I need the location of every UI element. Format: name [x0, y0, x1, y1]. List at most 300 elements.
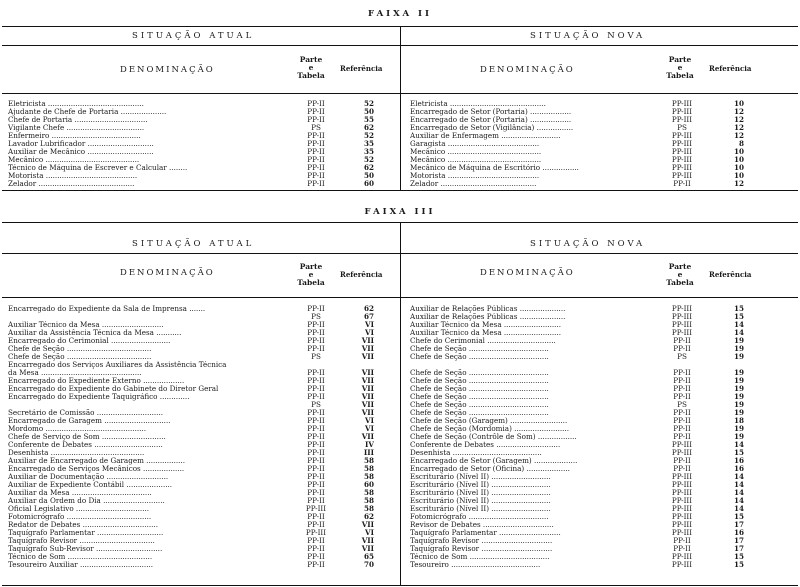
right-parte-tabela-cell: PP-II — [673, 417, 691, 425]
left-denominacao-cell: Redator de Debates ................................. — [8, 521, 159, 529]
right-denominacao-cell: Mecânico de Máquina de Escritório ................ — [410, 164, 579, 172]
right-denominacao-cell: Auxiliar Técnico da Mesa ......................... — [410, 329, 562, 337]
right-referencia-cell: 10 — [733, 148, 744, 156]
table-row — [2, 409, 798, 417]
left-referencia-cell: IV — [365, 441, 374, 449]
right-denominacao-cell: Fotomicrógrafo ................................... — [410, 513, 549, 521]
right-parte-tabela-cell: PP-III — [671, 305, 693, 313]
right-parte-tabela-cell: PP-III — [671, 521, 693, 529]
parte-label: Parte — [299, 262, 323, 271]
right-referencia-cell: 10 — [733, 100, 744, 108]
left-parte-tabela-cell: PP-II — [307, 100, 325, 108]
right-parte-tabela-cell: PP-III — [671, 473, 693, 481]
left-referencia-cell: 62 — [363, 164, 374, 172]
table-row — [2, 401, 798, 409]
left-parte-tabela-cell: PP-II — [307, 409, 325, 417]
left-parte-tabela-cell: PP-II — [307, 180, 325, 188]
faixa-2-title: FAIXA II — [368, 9, 432, 19]
tabela-label: Tabela — [297, 278, 325, 287]
left-referencia-cell: 58 — [363, 465, 374, 473]
left-referencia-cell: 70 — [363, 561, 374, 569]
table-row — [2, 513, 798, 521]
right-denominacao-cell: Técnico de Som ................................... — [410, 553, 550, 561]
left-referencia-cell: VI — [365, 417, 374, 425]
right-parte-tabela-cell: PP-III — [671, 481, 693, 489]
left-parte-tabela-cell: PP-II — [307, 164, 325, 172]
left-parte-tabela-cell: PS — [311, 313, 321, 321]
left-referencia-cell: 67 — [363, 313, 374, 321]
left-denominacao-cell: Encarregado de Garagem ............................. — [8, 417, 171, 425]
left-denominacao-cell: Taquígrafo Revisor ................................. — [8, 537, 155, 545]
column-header-row — [2, 253, 798, 298]
right-denominacao-cell: Chefe de Seção ................................... — [410, 409, 549, 417]
left-denominacao-cell: Taquígrafo Sub-Revisor ............................. — [8, 545, 163, 553]
right-denominacao-cell: Chefe de Seção ................................... — [410, 353, 549, 361]
right-referencia-cell: 19 — [733, 425, 744, 433]
left-parte-tabela-cell: PP-II — [307, 553, 325, 561]
table-row — [2, 481, 798, 489]
table-row — [2, 473, 798, 481]
table-row — [2, 545, 798, 553]
right-denominacao-cell: Auxiliar de Relações Públicas .................... — [410, 305, 566, 313]
table-row — [2, 180, 798, 188]
parte-tabela-header-left — [297, 56, 325, 80]
right-parte-tabela-cell: PP-II — [673, 425, 691, 433]
left-denominacao-cell: Tesoureiro Auxiliar ................................ — [8, 561, 154, 569]
table-row — [2, 337, 798, 345]
right-parte-tabela-cell: PS — [677, 124, 687, 132]
table-row — [2, 425, 798, 433]
right-referencia-cell: 15 — [733, 561, 744, 569]
referencia-header-right: Referência — [709, 64, 752, 73]
left-denominacao-cell: Ajudante de Chefe de Portaria .................... — [8, 108, 167, 116]
table-row — [2, 100, 798, 108]
right-parte-tabela-cell: PP-II — [673, 337, 691, 345]
right-referencia-cell: 15 — [733, 553, 744, 561]
right-parte-tabela-cell: PP-III — [671, 553, 693, 561]
right-referencia-cell: 19 — [733, 393, 744, 401]
left-parte-tabela-cell: PP-II — [307, 337, 325, 345]
right-denominacao-cell: Tesoureiro ....................................... — [410, 561, 541, 569]
table-row — [2, 148, 798, 156]
table-row — [2, 457, 798, 465]
faixa-3-title: FAIXA III — [364, 207, 436, 217]
table-row — [2, 345, 798, 353]
right-referencia-cell: 10 — [733, 172, 744, 180]
e-label: e — [677, 63, 683, 72]
right-parte-tabela-cell: PP-III — [671, 497, 693, 505]
right-referencia-cell: 16 — [733, 465, 744, 473]
right-denominacao-cell: Garagista ........................................ — [410, 140, 540, 148]
left-referencia-cell: 52 — [363, 156, 374, 164]
left-referencia-cell: VII — [361, 377, 374, 385]
left-referencia-cell: 35 — [363, 140, 374, 148]
parte-tabela-header-left — [297, 263, 325, 287]
right-parte-tabela-cell: PP-II — [673, 545, 691, 553]
table-row — [2, 124, 798, 132]
right-parte-tabela-cell: PP-II — [673, 180, 691, 188]
left-parte-tabela-cell: PP-II — [307, 425, 325, 433]
right-referencia-cell: 19 — [733, 377, 744, 385]
table-row — [2, 116, 798, 124]
right-denominacao-cell: Motorista ........................................ — [410, 172, 540, 180]
left-parte-tabela-cell: PP-II — [307, 369, 325, 377]
right-parte-tabela-cell: PP-III — [671, 513, 693, 521]
left-parte-tabela-cell: PP-II — [307, 521, 325, 529]
table-row — [2, 441, 798, 449]
left-denominacao-cell: Desenhista ......................................... — [8, 449, 145, 457]
right-referencia-cell: 19 — [733, 369, 744, 377]
left-denominacao-cell: Auxiliar Técnico da Mesa ........................... — [8, 321, 164, 329]
situacao-atual-header: SITUAÇÃO ATUAL — [132, 31, 255, 41]
left-denominacao-cell: Encarregado do Expediente do Gabinete do Diretor Geral — [8, 385, 219, 393]
parte-tabela-header-right — [666, 263, 694, 287]
left-referencia-cell: VII — [361, 545, 374, 553]
left-referencia-cell: 55 — [363, 116, 374, 124]
right-parte-tabela-cell: PP-III — [671, 313, 693, 321]
left-denominacao-cell: Zelador .......................................... — [8, 180, 135, 188]
right-referencia-cell: 12 — [733, 116, 744, 124]
left-denominacao-cell: Fotomicrógrafo ..................................... — [8, 513, 152, 521]
right-referencia-cell: 10 — [733, 156, 744, 164]
situacao-header-row — [2, 223, 798, 254]
left-parte-tabela-cell: PP-II — [307, 489, 325, 497]
table-row — [2, 465, 798, 473]
left-denominacao-cell: Auxiliar de Mecânico ............................. — [8, 148, 154, 156]
right-referencia-cell: 14 — [733, 497, 744, 505]
right-referencia-cell: 14 — [733, 505, 744, 513]
left-denominacao-cell: Encarregado dos Serviços Auxiliares da Assistência Técnica — [8, 361, 227, 369]
left-parte-tabela-cell: PP-II — [307, 433, 325, 441]
right-parte-tabela-cell: PP-III — [671, 108, 693, 116]
right-denominacao-cell: Chefe de Seção ................................... — [410, 345, 549, 353]
left-denominacao-cell: Auxiliar de Expediente Contábil .................... — [8, 481, 173, 489]
table-row — [2, 164, 798, 172]
left-parte-tabela-cell: PP-II — [307, 393, 325, 401]
table-row — [2, 156, 798, 164]
right-denominacao-cell: Mecânico ......................................... — [410, 148, 542, 156]
right-parte-tabela-cell: PP-II — [673, 345, 691, 353]
parte-label: Parte — [668, 262, 692, 271]
left-parte-tabela-cell: PP-II — [307, 473, 325, 481]
left-referencia-cell: VII — [361, 401, 374, 409]
denominacao-header-left: DENOMINAÇÃO — [120, 268, 215, 278]
right-referencia-cell: 15 — [733, 513, 744, 521]
left-parte-tabela-cell: PP-II — [307, 172, 325, 180]
left-denominacao-cell: Chefe de Portaria ................................ — [8, 116, 148, 124]
table-row — [2, 393, 798, 401]
left-denominacao-cell: Mordomo ............................................ — [8, 425, 147, 433]
left-referencia-cell: 65 — [363, 553, 374, 561]
left-denominacao-cell: da Mesa ............................................ — [8, 369, 142, 377]
faixa-3-rows — [2, 305, 798, 569]
left-referencia-cell: VI — [365, 329, 374, 337]
right-parte-tabela-cell: PP-III — [671, 132, 693, 140]
table-row — [2, 561, 798, 569]
left-denominacao-cell: Chefe de Seção ..................................... — [8, 345, 152, 353]
left-referencia-cell: VI — [365, 529, 374, 537]
right-parte-tabela-cell: PP-II — [673, 385, 691, 393]
table-row — [2, 329, 798, 337]
left-referencia-cell: 60 — [363, 180, 374, 188]
left-referencia-cell: VII — [361, 521, 374, 529]
left-referencia-cell: 50 — [363, 108, 374, 116]
left-parte-tabela-cell: PP-III — [305, 529, 327, 537]
tabela-label: Tabela — [666, 71, 694, 80]
left-referencia-cell: VII — [361, 385, 374, 393]
tabela-label: Tabela — [666, 278, 694, 287]
table-row — [2, 529, 798, 537]
left-denominacao-cell: Encarregado do Expediente da Sala de Imprensa ....... — [8, 305, 206, 313]
right-denominacao-cell: Zelador .......................................... — [410, 180, 537, 188]
right-parte-tabela-cell: PP-III — [671, 321, 693, 329]
left-referencia-cell: 58 — [363, 489, 374, 497]
right-denominacao-cell: Eletricista .......................................... — [410, 100, 546, 108]
situacao-atual-header: SITUAÇÃO ATUAL — [132, 239, 255, 249]
table-row — [2, 385, 798, 393]
left-parte-tabela-cell: PP-II — [307, 148, 325, 156]
table-row — [2, 537, 798, 545]
table-row — [2, 172, 798, 180]
e-label: e — [677, 270, 683, 279]
table-row — [2, 313, 798, 321]
left-denominacao-cell: Eletricista .......................................... — [8, 100, 144, 108]
right-parte-tabela-cell: PP-III — [671, 116, 693, 124]
left-referencia-cell: 58 — [363, 505, 374, 513]
right-denominacao-cell: Chefe de Seção (Garagem) ......................... — [410, 417, 568, 425]
right-parte-tabela-cell: PP-III — [671, 140, 693, 148]
table-row — [2, 305, 798, 313]
left-denominacao-cell: Vigilante Chefe .................................. — [8, 124, 145, 132]
situacao-header-row — [2, 27, 798, 46]
right-referencia-cell: 16 — [733, 457, 744, 465]
left-parte-tabela-cell: PP-II — [307, 481, 325, 489]
left-denominacao-cell: Auxiliar da Ordem do Dia ........................... — [8, 497, 165, 505]
right-parte-tabela-cell: PP-III — [671, 489, 693, 497]
left-referencia-cell: 50 — [363, 172, 374, 180]
left-denominacao-cell: Oficial Legislativo ................................ — [8, 505, 150, 513]
left-denominacao-cell: Enfermeiro ....................................... — [8, 132, 141, 140]
left-referencia-cell: VI — [365, 321, 374, 329]
right-parte-tabela-cell: PP-III — [671, 148, 693, 156]
right-referencia-cell: 12 — [733, 180, 744, 188]
right-denominacao-cell: Taquígrafo Parlamentar ........................... — [410, 529, 561, 537]
left-denominacao-cell: Técnico de Som ..................................... — [8, 553, 153, 561]
left-parte-tabela-cell: PP-II — [307, 457, 325, 465]
left-parte-tabela-cell: PP-II — [307, 305, 325, 313]
table-row — [2, 505, 798, 513]
right-referencia-cell: 19 — [733, 337, 744, 345]
left-parte-tabela-cell: PP-II — [307, 513, 325, 521]
left-parte-tabela-cell: PP-II — [307, 108, 325, 116]
left-referencia-cell: 58 — [363, 473, 374, 481]
left-denominacao-cell: Técnico de Máquina de Escrever e Calcular ........ — [8, 164, 188, 172]
right-parte-tabela-cell: PP-III — [671, 529, 693, 537]
right-referencia-cell: 12 — [733, 132, 744, 140]
right-parte-tabela-cell: PP-II — [673, 369, 691, 377]
parte-label: Parte — [299, 55, 323, 64]
left-parte-tabela-cell: PP-II — [307, 132, 325, 140]
referencia-header-right: Referência — [709, 270, 752, 279]
right-denominacao-cell: Desenhista ....................................... — [410, 449, 542, 457]
right-referencia-cell: 12 — [733, 124, 744, 132]
left-referencia-cell: 62 — [363, 513, 374, 521]
table-row — [2, 553, 798, 561]
right-parte-tabela-cell: PP-III — [671, 329, 693, 337]
right-denominacao-cell: Chefe de Seção ................................... — [410, 393, 549, 401]
right-denominacao-cell: Chefe de Seção ................................... — [410, 401, 549, 409]
left-referencia-cell: VII — [361, 337, 374, 345]
column-header-row — [2, 45, 798, 94]
right-referencia-cell: 16 — [733, 529, 744, 537]
left-parte-tabela-cell: PS — [311, 124, 321, 132]
left-referencia-cell: VII — [361, 345, 374, 353]
left-referencia-cell: VII — [361, 433, 374, 441]
right-parte-tabela-cell: PP-III — [671, 164, 693, 172]
right-denominacao-cell: Encarregado de Setor (Oficina) ................... — [410, 465, 570, 473]
right-referencia-cell: 19 — [733, 409, 744, 417]
right-denominacao-cell: Escriturário (Nível II) .......................... — [410, 473, 551, 481]
right-denominacao-cell: Encarregado de Setor (Portaria) .................. — [410, 116, 572, 124]
faixa-2-rows — [2, 100, 798, 188]
left-parte-tabela-cell: PP-II — [307, 497, 325, 505]
left-parte-tabela-cell: PP-II — [307, 449, 325, 457]
table-row — [2, 132, 798, 140]
left-referencia-cell: VII — [361, 537, 374, 545]
right-denominacao-cell: Escriturário (Nível II) .......................... — [410, 489, 551, 497]
table-row — [2, 369, 798, 377]
referencia-header-left: Referência — [340, 64, 383, 73]
right-denominacao-cell: Conferente de Debates ............................ — [410, 441, 561, 449]
right-referencia-cell: 17 — [733, 521, 744, 529]
table-row — [2, 417, 798, 425]
left-denominacao-cell: Chefe de Seção ..................................... — [8, 353, 152, 361]
left-denominacao-cell: Auxiliar de Encarregado de Garagem ................. — [8, 457, 186, 465]
right-parte-tabela-cell: PP-III — [671, 449, 693, 457]
right-referencia-cell: 10 — [733, 164, 744, 172]
left-parte-tabela-cell: PP-II — [307, 156, 325, 164]
right-denominacao-cell: Escriturário (Nível II) .......................... — [410, 481, 551, 489]
right-referencia-cell: 15 — [733, 305, 744, 313]
right-parte-tabela-cell: PP-III — [671, 156, 693, 164]
table-row — [2, 321, 798, 329]
left-denominacao-cell: Encarregado de Serviços Mecânicos .................. — [8, 465, 185, 473]
left-referencia-cell: 62 — [363, 305, 374, 313]
table-row — [2, 353, 798, 361]
left-referencia-cell: 35 — [363, 148, 374, 156]
left-parte-tabela-cell: PP-II — [307, 140, 325, 148]
left-referencia-cell: 52 — [363, 100, 374, 108]
right-parte-tabela-cell: PP-III — [671, 561, 693, 569]
left-denominacao-cell: Encarregado do Expediente Taquigráfico ............. — [8, 393, 190, 401]
right-parte-tabela-cell: PP-II — [673, 537, 691, 545]
left-denominacao-cell: Secretário de Comissão ............................. — [8, 409, 164, 417]
left-referencia-cell: VII — [361, 353, 374, 361]
right-referencia-cell: 14 — [733, 441, 744, 449]
table-row — [2, 433, 798, 441]
left-denominacao-cell: Auxiliar da Assistência Técnica da Mesa ........... — [8, 329, 182, 337]
table-row — [2, 521, 798, 529]
situacao-nova-header: SITUAÇÃO NOVA — [530, 239, 646, 249]
right-referencia-cell: 14 — [733, 329, 744, 337]
parte-label: Parte — [668, 55, 692, 64]
left-parte-tabela-cell: PP-II — [307, 116, 325, 124]
left-referencia-cell: VII — [361, 393, 374, 401]
right-referencia-cell: 19 — [733, 401, 744, 409]
table-row — [2, 140, 798, 148]
left-referencia-cell: VII — [361, 409, 374, 417]
left-parte-tabela-cell: PP-II — [307, 417, 325, 425]
right-denominacao-cell: Encarregado de Setor (Garagem) ................... — [410, 457, 578, 465]
right-denominacao-cell: Encarregado de Setor (Portaria) .................. — [410, 108, 572, 116]
right-referencia-cell: 19 — [733, 433, 744, 441]
right-referencia-cell: 19 — [733, 345, 744, 353]
left-parte-tabela-cell: PP-II — [307, 441, 325, 449]
right-parte-tabela-cell: PP-II — [673, 465, 691, 473]
left-referencia-cell: VI — [365, 425, 374, 433]
left-referencia-cell: III — [363, 449, 374, 457]
left-parte-tabela-cell: PP-II — [307, 385, 325, 393]
right-parte-tabela-cell: PP-II — [673, 409, 691, 417]
left-denominacao-cell: Conferente de Debates .............................. — [8, 441, 163, 449]
right-denominacao-cell: Chefe de Seção ................................... — [410, 369, 549, 377]
right-referencia-cell: 14 — [733, 321, 744, 329]
denominacao-header-left: DENOMINAÇÃO — [120, 65, 215, 75]
e-label: e — [308, 63, 314, 72]
right-denominacao-cell: Escriturário (Nível II) .......................... — [410, 497, 551, 505]
table-row — [2, 108, 798, 116]
left-parte-tabela-cell: PP-II — [307, 465, 325, 473]
right-denominacao-cell: Chefe de Seção ................................... — [410, 377, 549, 385]
left-referencia-cell: 62 — [363, 124, 374, 132]
table-row — [2, 361, 798, 369]
right-referencia-cell: 19 — [733, 385, 744, 393]
right-parte-tabela-cell: PP-III — [671, 172, 693, 180]
right-denominacao-cell: Taquígrafo Revisor ............................... — [410, 545, 553, 553]
e-label: e — [308, 270, 314, 279]
table-row — [2, 497, 798, 505]
right-referencia-cell: 18 — [733, 417, 744, 425]
left-denominacao-cell: Encarregado do Expediente Externo .................. — [8, 377, 185, 385]
right-parte-tabela-cell: PS — [677, 353, 687, 361]
table-row — [2, 489, 798, 497]
right-denominacao-cell: Taquígrafo Revisor ............................... — [410, 537, 553, 545]
left-parte-tabela-cell: PS — [311, 353, 321, 361]
right-parte-tabela-cell: PP-III — [671, 100, 693, 108]
left-parte-tabela-cell: PP-II — [307, 321, 325, 329]
left-referencia-cell: 58 — [363, 497, 374, 505]
left-parte-tabela-cell: PP-II — [307, 561, 325, 569]
right-denominacao-cell: Auxiliar de Relações Públicas .................... — [410, 313, 566, 321]
right-denominacao-cell: Chefe do Cerimonial .............................. — [410, 337, 556, 345]
right-referencia-cell: 15 — [733, 449, 744, 457]
left-parte-tabela-cell: PP-II — [307, 377, 325, 385]
right-denominacao-cell: Auxiliar de Enfermagem .......................... — [410, 132, 561, 140]
right-parte-tabela-cell: PP-II — [673, 393, 691, 401]
left-denominacao-cell: Auxiliar da Mesa ................................... — [8, 489, 152, 497]
left-parte-tabela-cell: PP-II — [307, 545, 325, 553]
table-row — [2, 449, 798, 457]
right-referencia-cell: 14 — [733, 481, 744, 489]
left-denominacao-cell: Mecânico ......................................... — [8, 156, 140, 164]
faixa-3-table — [2, 222, 798, 586]
left-parte-tabela-cell: PP-II — [307, 537, 325, 545]
left-denominacao-cell: Auxiliar de Documentação ........................... — [8, 473, 169, 481]
right-denominacao-cell: Encarregado de Setor (Vigilância) ................ — [410, 124, 574, 132]
right-denominacao-cell: Mecânico ......................................... — [410, 156, 542, 164]
left-denominacao-cell: Encarregado do Cerimonial .......................... — [8, 337, 171, 345]
tabela-label: Tabela — [297, 71, 325, 80]
